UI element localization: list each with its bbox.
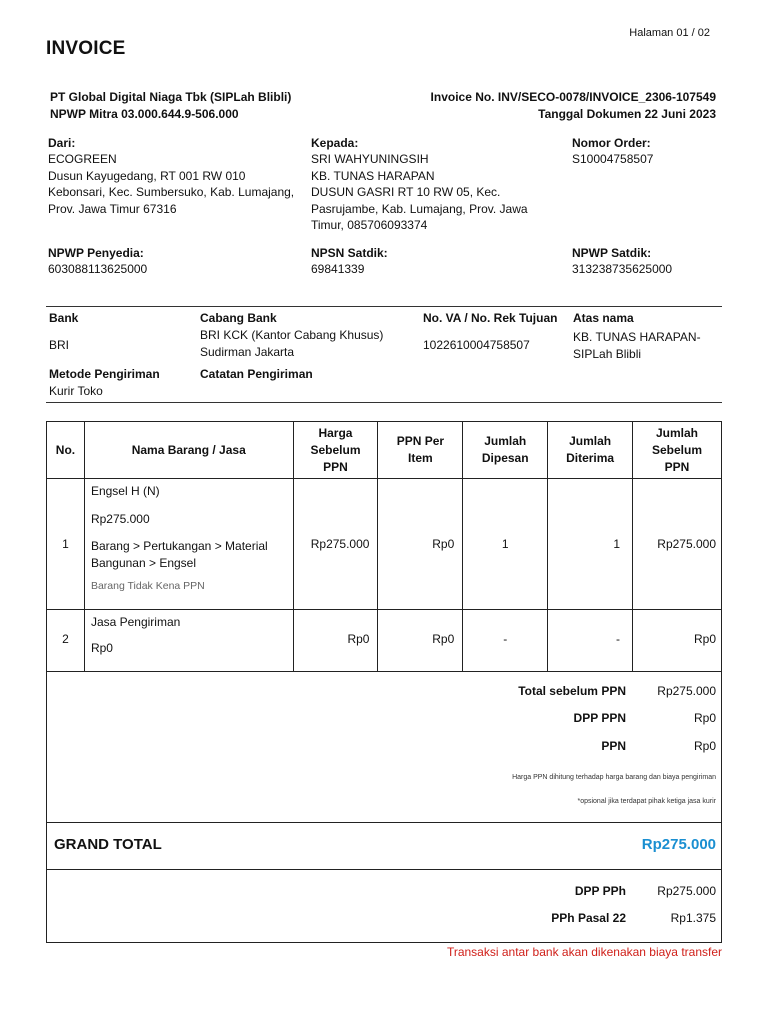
page-number: Halaman 01 / 02 [629, 27, 710, 39]
to-label: Kepada: [311, 136, 359, 150]
to-section [311, 136, 551, 234]
to-address-line: Timur, 085706093374 [311, 218, 428, 232]
ppn-value: Rp0 [693, 739, 716, 753]
row-received: - [548, 610, 633, 672]
table-row [47, 479, 722, 610]
courier-note: *opsional jika terdapat pihak ketiga jasa kurir [577, 798, 716, 805]
divider [46, 306, 722, 307]
holder-label: Atas nama [573, 311, 634, 325]
branch-value [200, 327, 383, 360]
col-header-ppn: PPN Per Item [378, 422, 463, 479]
to-school: KB. TUNAS HARAPAN [311, 168, 435, 183]
pph-pasal-22-value: Rp1.375 [670, 911, 716, 925]
dpp-pph-value: Rp275.000 [657, 884, 716, 898]
order-label: Nomor Order: [572, 136, 651, 150]
from-address-line: Kebonsari, Kec. Sumbersuko, Kab. Lumajang, [48, 185, 295, 199]
branch-line: Sudirman Jakarta [200, 344, 295, 359]
va-value: 1022610004758507 [423, 338, 530, 352]
col-header-ordered: Jumlah Dipesan [463, 422, 548, 479]
row-price: Rp0 [293, 610, 378, 672]
npwp-penyedia-value: 603088113625000 [48, 262, 148, 276]
npsn-satdik-value: 69841339 [311, 262, 365, 276]
col-header-name: Nama Barang / Jasa [84, 422, 293, 479]
invoice-number: Invoice No. INV/SECO-0078/INVOICE_2306-107549 [430, 90, 716, 104]
row-total: Rp275.000 [633, 479, 722, 610]
total-before-ppn-value: Rp275.000 [657, 684, 716, 698]
item-name: Jasa Pengiriman [90, 615, 181, 629]
from-address-line: Prov. Jawa Timur 67316 [48, 201, 177, 216]
col-header-price: Harga Sebelum PPN [293, 422, 378, 479]
company-npwp: NPWP Mitra 03.000.644.9-506.000 [50, 107, 239, 121]
row-price: Rp275.000 [293, 479, 378, 610]
shipping-method-value: Kurir Toko [49, 384, 103, 398]
dpp-ppn-label: DPP PPN [573, 711, 626, 725]
npwp-satdik [572, 246, 672, 278]
summary-box [46, 671, 722, 823]
transfer-fee-note: Transaksi antar bank akan dikenakan biaya transfer [446, 945, 722, 959]
row-no: 1 [47, 479, 85, 610]
dpp-ppn-value: Rp0 [693, 711, 716, 725]
row-ppn: Rp0 [378, 610, 463, 672]
bank-label: Bank [49, 311, 79, 325]
dpp-pph-label: DPP PPh [574, 884, 626, 898]
branch-line: BRI KCK (Kantor Cabang Khusus) [200, 328, 384, 342]
row-item-details [84, 610, 293, 672]
divider [46, 402, 722, 403]
to-address-line: DUSUN GASRI RT 10 RW 05, Kec. [311, 185, 501, 199]
row-item-details [84, 479, 293, 610]
item-unit-price: Rp275.000 [90, 511, 150, 526]
item-tax-note: Barang Tidak Kena PPN [90, 580, 205, 592]
invoice-date: Tanggal Dokumen 22 Juni 2023 [538, 107, 716, 121]
ppn-label: PPN [601, 739, 626, 753]
table-row [47, 610, 722, 672]
col-header-received: Jumlah Diterima [548, 422, 633, 479]
item-category: Barang > Pertukangan > Material [90, 539, 268, 553]
row-ordered: - [463, 610, 548, 672]
items-table [46, 421, 722, 672]
order-section [572, 136, 653, 168]
company-name: PT Global Digital Niaga Tbk (SIPLah Blibli) [50, 90, 292, 104]
grand-total-value: Rp275.000 [641, 836, 716, 853]
grand-total-box [46, 822, 722, 870]
holder-line: SIPLah Blibli [573, 346, 642, 361]
item-unit-price: Rp0 [90, 640, 113, 655]
pph-box [46, 869, 722, 943]
total-before-ppn-label: Total sebelum PPN [518, 684, 626, 698]
table-header-row [47, 422, 722, 479]
from-name: ECOGREEN [48, 152, 117, 166]
row-no: 2 [47, 610, 85, 672]
row-ppn: Rp0 [378, 479, 463, 610]
col-header-total: Jumlah Sebelum PPN [633, 422, 722, 479]
branch-label: Cabang Bank [200, 311, 277, 325]
page-title: INVOICE [46, 38, 126, 59]
npwp-satdik-label: NPWP Satdik: [572, 246, 652, 260]
shipping-method-label: Metode Pengiriman [49, 367, 160, 381]
item-category: Bangunan > Engsel [90, 555, 197, 570]
bank-value: BRI [49, 338, 70, 352]
from-label: Dari: [48, 136, 76, 150]
from-section [48, 136, 298, 217]
va-label: No. VA / No. Rek Tujuan [423, 311, 558, 325]
to-address-line: Pasrujambe, Kab. Lumajang, Prov. Jawa [311, 201, 528, 216]
row-total: Rp0 [633, 610, 722, 672]
row-ordered: 1 [463, 479, 548, 610]
to-name: SRI WAHYUNINGSIH [311, 152, 429, 166]
col-header-no: No. [47, 422, 85, 479]
row-received: 1 [548, 479, 633, 610]
item-name: Engsel H (N) [90, 484, 160, 498]
holder-value [573, 329, 701, 362]
npwp-penyedia-label: NPWP Penyedia: [48, 246, 144, 260]
grand-total-label: GRAND TOTAL [54, 836, 162, 853]
holder-line: KB. TUNAS HARAPAN- [573, 330, 701, 344]
npsn-satdik-label: NPSN Satdik: [311, 246, 388, 260]
npwp-satdik-value: 313238735625000 [572, 262, 673, 276]
ppn-calculation-note: Harga PPN dihitung terhadap harga barang dan biaya pengiriman [512, 774, 716, 781]
pph-pasal-22-label: PPh Pasal 22 [551, 911, 626, 925]
order-number: S10004758507 [572, 152, 654, 166]
shipping-note-label: Catatan Pengiriman [200, 367, 313, 381]
npwp-penyedia [48, 246, 147, 278]
npsn-satdik [311, 246, 388, 278]
from-address-line: Dusun Kayugedang, RT 001 RW 010 [48, 168, 246, 183]
